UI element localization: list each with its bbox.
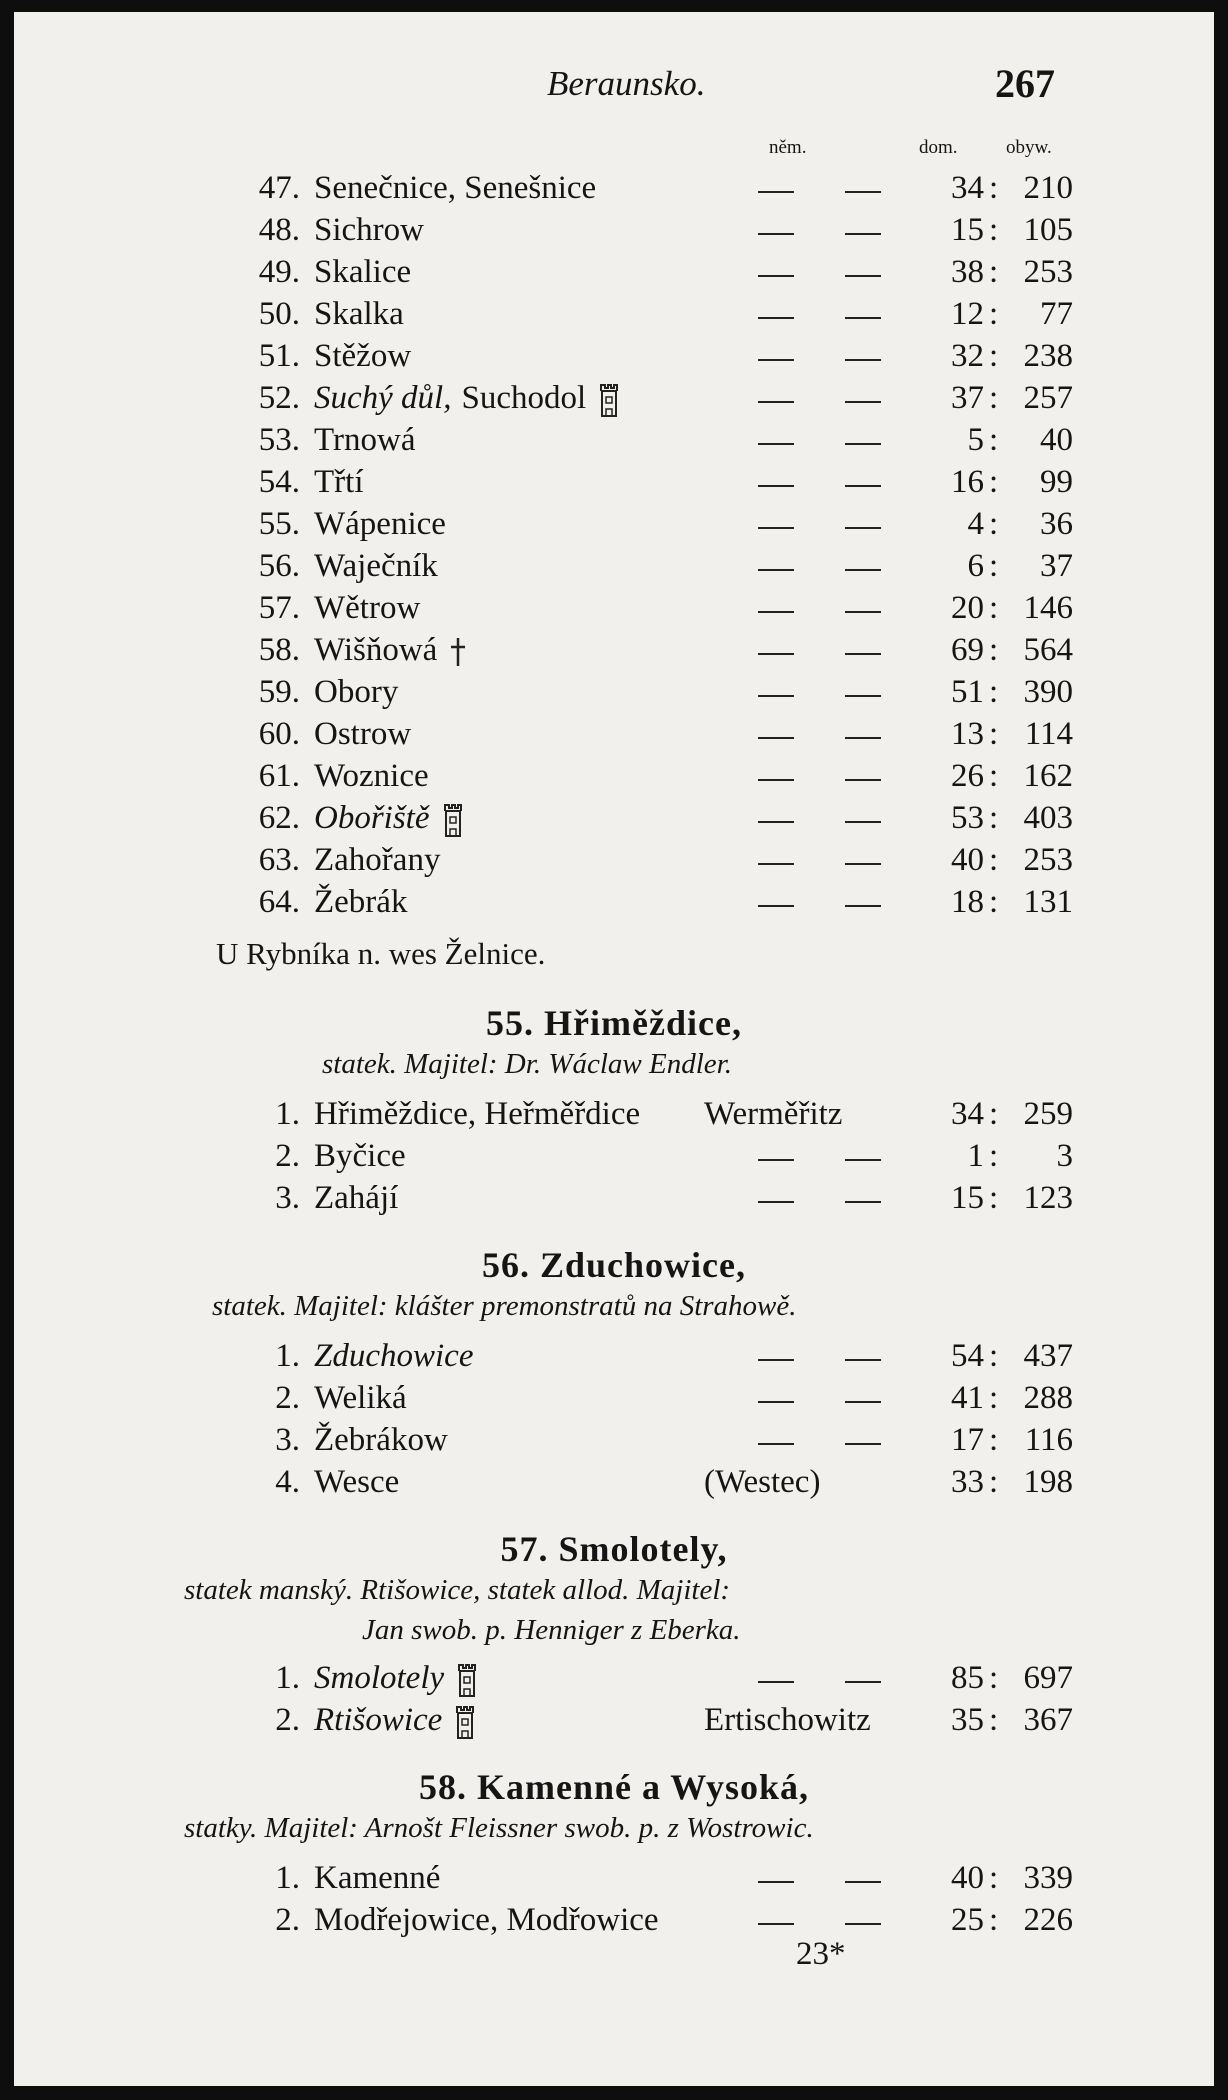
table-row <box>14 800 1214 842</box>
entry-name-text: Senečnice, Senešnice <box>314 170 597 206</box>
entry-name <box>314 758 429 795</box>
section-owner-line: statek manský. Rtišowice, statek allod. Majitel: <box>184 1574 731 1606</box>
table-row <box>14 590 1214 632</box>
separator: : <box>989 1338 999 1374</box>
population-count: 105 <box>1023 212 1073 248</box>
entry-number: 1. <box>275 1096 300 1132</box>
page-number: 267 <box>995 61 1055 106</box>
entry-number: 2. <box>275 1380 300 1416</box>
separator: : <box>989 632 999 668</box>
entry-number: 54. <box>258 464 300 500</box>
table-row <box>14 212 1214 254</box>
section-owner-line: statky. Majitel: Arnošt Fleissner swob. p. z Wostrowic. <box>184 1812 814 1844</box>
population-count: 253 <box>1023 254 1073 290</box>
houses-count: 13 <box>951 716 984 752</box>
entry-name <box>314 632 467 669</box>
entry-name <box>314 1338 473 1375</box>
entry-number: 3. <box>275 1180 300 1216</box>
table-row <box>14 1702 1214 1744</box>
population-count: 257 <box>1023 380 1073 416</box>
houses-count: 40 <box>951 842 984 878</box>
houses-count: 37 <box>951 380 984 416</box>
table-row <box>14 632 1214 674</box>
population-count: 226 <box>1023 1902 1073 1938</box>
houses-count: 38 <box>951 254 984 290</box>
entry-number: 53. <box>258 422 300 458</box>
entry-name-italic: Suchý důl, <box>314 380 452 416</box>
german-name: Ertischowitz <box>704 1702 871 1738</box>
houses-count: 35 <box>951 1702 984 1738</box>
entry-name-text: Obory <box>314 674 399 710</box>
houses-count: 20 <box>951 590 984 626</box>
entry-number: 58. <box>258 632 300 668</box>
section-heading: 57. Smolotely, <box>500 1529 728 1569</box>
separator: : <box>989 506 999 542</box>
printer-signature: 23* <box>796 1936 846 1972</box>
separator: : <box>989 1464 999 1500</box>
entry-name-text: Wesce <box>314 1464 400 1500</box>
houses-count: 12 <box>951 296 984 332</box>
section-owner-line-2: Jan swob. p. Henniger z Eberka. <box>362 1614 741 1646</box>
book-page <box>14 12 1214 2086</box>
entry-name-text: Žebrákow <box>314 1422 448 1458</box>
population-count: 99 <box>1040 464 1073 500</box>
separator: : <box>989 1860 999 1896</box>
separator: : <box>989 674 999 710</box>
houses-count: 5 <box>967 422 984 458</box>
separator: : <box>989 1096 999 1132</box>
table-row <box>14 1660 1214 1702</box>
entry-number: 56. <box>258 548 300 584</box>
section-owner-line: statek. Majitel: klášter premonstratů na Strahowě. <box>212 1290 797 1322</box>
entry-name <box>314 1096 640 1133</box>
entry-name <box>314 1660 478 1698</box>
table-row <box>14 1180 1214 1222</box>
table-row <box>14 1860 1214 1902</box>
separator: : <box>989 548 999 584</box>
separator: : <box>989 464 999 500</box>
entry-name <box>314 800 464 838</box>
entry-number: 64. <box>258 884 300 920</box>
houses-count: 33 <box>951 1464 984 1500</box>
table-row <box>14 296 1214 338</box>
entry-name <box>314 1380 407 1417</box>
entry-name <box>314 884 407 921</box>
table-row <box>14 1902 1214 1944</box>
entry-name <box>314 422 415 459</box>
houses-count: 18 <box>951 884 984 920</box>
entry-name-italic: Zduchowice <box>314 1338 474 1374</box>
population-count: 367 <box>1023 1702 1073 1738</box>
table-row <box>14 506 1214 548</box>
separator: : <box>989 296 999 332</box>
houses-count: 17 <box>951 1422 984 1458</box>
entry-name <box>314 296 404 333</box>
castle-icon <box>456 1662 478 1698</box>
entry-name <box>314 1422 448 1459</box>
entry-number: 50. <box>258 296 300 332</box>
table-row <box>14 1422 1214 1464</box>
entry-name-italic: Obořiště <box>314 800 430 836</box>
houses-count: 34 <box>951 170 984 206</box>
entry-number: 52. <box>258 380 300 416</box>
entry-name-text: Ostrow <box>314 716 412 752</box>
separator: : <box>989 1422 999 1458</box>
table-row <box>14 170 1214 212</box>
entry-number: 2. <box>275 1702 300 1738</box>
entry-name <box>314 590 420 627</box>
entry-name <box>314 842 440 879</box>
separator: : <box>989 842 999 878</box>
separator: : <box>989 758 999 794</box>
separator: : <box>989 1660 999 1696</box>
population-count: 77 <box>1040 296 1073 332</box>
population-count: 198 <box>1023 1464 1073 1500</box>
population-count: 146 <box>1023 590 1073 626</box>
population-count: 131 <box>1023 884 1073 920</box>
table-row <box>14 548 1214 590</box>
table-row <box>14 1380 1214 1422</box>
entry-name-text: Hřiměždice, Heřměřdice <box>314 1096 641 1132</box>
entry-name-text: Waječník <box>314 548 438 584</box>
locality-note: U Rybníka n. wes Želnice. <box>216 936 546 971</box>
entry-name-text: Zahájí <box>314 1180 399 1216</box>
separator: : <box>989 338 999 374</box>
table-row <box>14 1464 1214 1506</box>
entry-name <box>314 254 411 291</box>
entry-number: 2. <box>275 1902 300 1938</box>
entry-name <box>314 1860 440 1897</box>
entry-number: 47. <box>258 170 300 206</box>
entry-name-text: Skalka <box>314 296 404 332</box>
entry-name <box>314 1464 399 1501</box>
entry-name-text: Zahořany <box>314 842 441 878</box>
population-count: 114 <box>1024 716 1073 752</box>
separator: : <box>989 1138 999 1174</box>
houses-count: 40 <box>951 1860 984 1896</box>
german-name: Werměřitz <box>704 1096 843 1132</box>
entry-name <box>314 1180 398 1217</box>
entry-name-text: Sichrow <box>314 212 424 248</box>
column-header-obyw: obyw. <box>1006 137 1052 158</box>
population-count: 210 <box>1023 170 1073 206</box>
entry-name <box>314 506 446 543</box>
entry-number: 1. <box>275 1338 300 1374</box>
houses-count: 15 <box>951 1180 984 1216</box>
separator: : <box>989 1380 999 1416</box>
population-count: 238 <box>1023 338 1073 374</box>
entry-number: 3. <box>275 1422 300 1458</box>
separator: : <box>989 1180 999 1216</box>
section-heading: 55. Hřiměždice, <box>486 1003 742 1043</box>
population-count: 259 <box>1023 1096 1073 1132</box>
entry-name-text: Skalice <box>314 254 412 290</box>
table-row <box>14 884 1214 926</box>
table-row <box>14 422 1214 464</box>
castle-icon <box>442 802 464 838</box>
entry-name-text: Trnowá <box>314 422 416 458</box>
population-count: 564 <box>1023 632 1073 668</box>
population-count: 162 <box>1023 758 1073 794</box>
german-name: (Westec) <box>704 1464 821 1500</box>
entry-number: 63. <box>258 842 300 878</box>
houses-count: 54 <box>951 1338 984 1374</box>
table-row <box>14 380 1214 422</box>
entry-number: 4. <box>275 1464 300 1500</box>
entry-number: 2. <box>275 1138 300 1174</box>
entry-name-text: Třtí <box>314 464 364 500</box>
separator: : <box>989 1702 999 1738</box>
section-heading: 56. Zduchowice, <box>481 1245 746 1285</box>
column-header-dom: dom. <box>919 137 958 158</box>
population-count: 123 <box>1023 1180 1073 1216</box>
population-count: 36 <box>1040 506 1073 542</box>
entry-number: 48. <box>258 212 300 248</box>
entry-name <box>314 380 620 418</box>
entry-name-text: Kamenné <box>314 1860 441 1896</box>
castle-icon <box>598 382 620 418</box>
entry-name <box>314 170 596 207</box>
separator: : <box>989 254 999 290</box>
entry-number: 49. <box>258 254 300 290</box>
entry-name <box>314 716 411 753</box>
population-count: 390 <box>1023 674 1073 710</box>
entry-name-text: Suchodol <box>461 380 587 416</box>
houses-count: 53 <box>951 800 984 836</box>
entry-name-italic: Rtišowice <box>314 1702 443 1738</box>
table-row <box>14 1138 1214 1180</box>
population-count: 3 <box>1056 1138 1073 1174</box>
entry-name <box>314 212 424 249</box>
population-count: 697 <box>1023 1660 1073 1696</box>
entry-number: 1. <box>275 1660 300 1696</box>
houses-count: 69 <box>951 632 984 668</box>
column-header-nem: něm. <box>769 137 807 158</box>
houses-count: 25 <box>951 1902 984 1938</box>
separator: : <box>989 380 999 416</box>
houses-count: 34 <box>951 1096 984 1132</box>
separator: : <box>989 884 999 920</box>
entry-name <box>314 1138 406 1175</box>
separator: : <box>989 1902 999 1938</box>
table-row <box>14 674 1214 716</box>
entry-name-italic: Smolotely <box>314 1660 445 1696</box>
entry-name-text: Wápenice <box>314 506 446 542</box>
entry-name <box>314 1902 659 1939</box>
houses-count: 4 <box>967 506 984 542</box>
entry-number: 61. <box>258 758 300 794</box>
houses-count: 32 <box>951 338 984 374</box>
entry-name-text: Weliká <box>314 1380 407 1416</box>
population-count: 403 <box>1023 800 1073 836</box>
entry-number: 51. <box>258 338 300 374</box>
separator: : <box>989 422 999 458</box>
entry-number: 55. <box>258 506 300 542</box>
entry-name-text: Byčice <box>314 1138 406 1174</box>
houses-count: 85 <box>951 1660 984 1696</box>
entry-name-text: Wětrow <box>314 590 421 626</box>
table-row <box>14 1338 1214 1380</box>
houses-count: 26 <box>951 758 984 794</box>
houses-count: 16 <box>951 464 984 500</box>
separator: : <box>989 590 999 626</box>
houses-count: 51 <box>951 674 984 710</box>
table-row <box>14 464 1214 506</box>
entry-name-text: Modřejowice, Modřowice <box>314 1902 659 1938</box>
houses-count: 1 <box>967 1138 984 1174</box>
entry-number: 62. <box>258 800 300 836</box>
houses-count: 6 <box>967 548 984 584</box>
castle-icon <box>454 1704 476 1740</box>
entry-name <box>314 548 438 585</box>
population-count: 37 <box>1040 548 1073 584</box>
entry-name-text: Stěžow <box>314 338 412 374</box>
entry-name-text: Woznice <box>314 758 429 794</box>
entry-number: 60. <box>258 716 300 752</box>
entry-number: 1. <box>275 1860 300 1896</box>
houses-count: 41 <box>951 1380 984 1416</box>
table-row <box>14 1096 1214 1138</box>
population-count: 288 <box>1023 1380 1073 1416</box>
entry-name <box>314 464 363 501</box>
population-count: 339 <box>1023 1860 1073 1896</box>
table-row <box>14 758 1214 800</box>
entry-name-text: Žebrák <box>314 884 408 920</box>
population-count: 437 <box>1023 1338 1073 1374</box>
section-heading: 58. Kamenné a Wysoká, <box>418 1767 810 1807</box>
entry-name <box>314 1702 476 1740</box>
table-row <box>14 842 1214 884</box>
table-row <box>14 716 1214 758</box>
population-count: 253 <box>1023 842 1073 878</box>
table-row <box>14 338 1214 380</box>
separator: : <box>989 800 999 836</box>
separator: : <box>989 212 999 248</box>
population-count: 116 <box>1024 1422 1073 1458</box>
houses-count: 15 <box>951 212 984 248</box>
separator: : <box>989 716 999 752</box>
page-header-title: Beraunsko. <box>547 64 706 103</box>
entry-name <box>314 674 398 711</box>
entry-name-text: Wišňowá <box>314 632 438 668</box>
separator: : <box>989 170 999 206</box>
entry-number: 57. <box>258 590 300 626</box>
entry-name <box>314 338 411 375</box>
church-cross-icon <box>449 636 467 668</box>
entry-number: 59. <box>258 674 300 710</box>
population-count: 40 <box>1040 422 1073 458</box>
section-owner-line: statek. Majitel: Dr. Wáclaw Endler. <box>322 1048 732 1080</box>
table-row <box>14 254 1214 296</box>
